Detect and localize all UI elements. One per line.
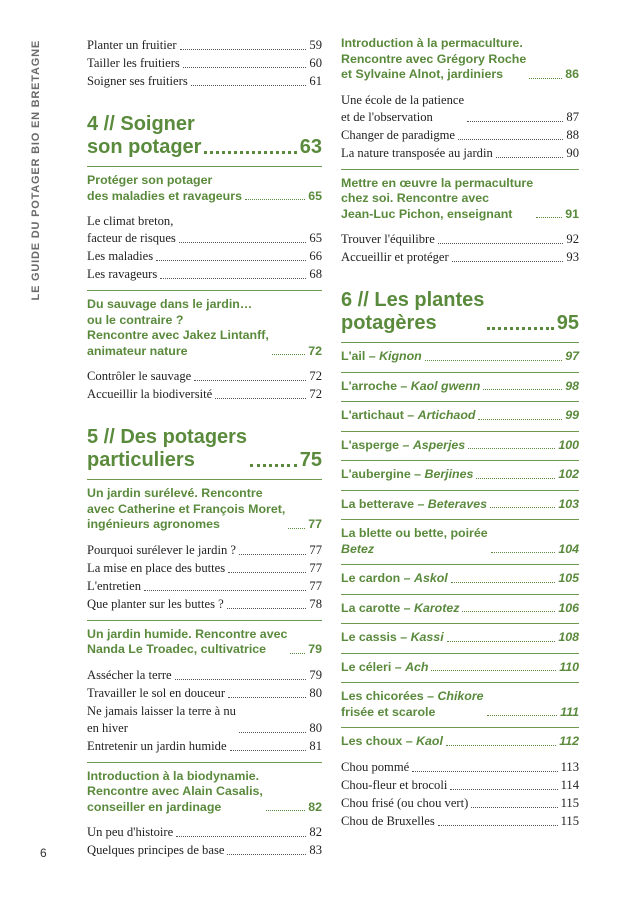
plant-entry[interactable]: La carotte – Karotez 106 [341,600,579,615]
section-divider [341,653,579,654]
section-divider [87,166,322,167]
toc-entry[interactable]: Planter un fruitier 59 [87,38,322,52]
toc-entry[interactable]: Quelques principes de base 83 [87,843,322,857]
plant-entry[interactable]: La betterave – Beteraves 103 [341,496,579,511]
toc-entry[interactable]: Les maladies 66 [87,249,322,263]
section-divider [341,169,579,170]
toc-entry[interactable]: Ne jamais laisser la terre à nu en hiver 80 [87,703,322,735]
book-title: LE GUIDE DU POTAGER BIO EN BRETAGNE [30,40,42,301]
section-heading[interactable]: Introduction à la biodynamie. Rencontre avec Alain Casalis, conseiller en jardinage 82 [87,768,322,814]
section-divider [341,460,579,461]
plant-entry[interactable]: L'arroche – Kaol gwenn 98 [341,378,579,393]
chapter-heading-5[interactable]: 5 // Des potagers particuliers 75 [87,426,322,471]
plant-entry[interactable]: Les choux – Kaol 112 [341,734,579,748]
section-heading[interactable]: Un jardin surélevé. Rencontre avec Catherine et François Moret, ingénieurs agronomes 77 [87,486,322,531]
plant-entry[interactable]: Le cardon – Askol 105 [341,571,579,585]
plant-entry[interactable]: L'asperge – Asperjes 100 [341,437,579,452]
sidebar [25,40,47,360]
toc-entry[interactable]: Pourquoi surélever le jardin ? 77 [87,542,322,557]
section-divider [341,727,579,728]
section-divider [87,479,322,480]
plant-entry[interactable]: Les chicorées – Chikore frisée et scarole 111 [341,689,579,719]
toc-left-column [87,36,322,860]
toc-entry[interactable]: Chou frisé (ou chou vert) 115 [341,795,579,810]
section-heading[interactable]: Un jardin humide. Rencontre avec Nanda Le Troadec, cultivatrice 79 [87,626,322,656]
section-divider [341,431,579,432]
plant-entry[interactable]: L'aubergine – Berjines 102 [341,467,579,481]
page-number: 6 [40,846,47,860]
toc-entry[interactable]: Le climat breton, facteur de risques 65 [87,214,322,245]
section-divider [341,490,579,491]
toc-entry[interactable]: Chou pommé 113 [341,759,579,774]
plant-entry[interactable]: L'artichaut – Artichaod 99 [341,408,579,422]
toc-entry[interactable]: Chou de Bruxelles 115 [341,813,579,828]
toc-entry[interactable]: Contrôler le sauvage 72 [87,369,322,383]
section-heading[interactable]: Protéger son potager des maladies et ravageurs 65 [87,173,322,203]
toc-entry[interactable]: Entretenir un jardin humide 81 [87,738,322,753]
section-divider [87,762,322,763]
section-divider [341,519,579,520]
plant-entry[interactable]: La blette ou bette, poirée Betez 104 [341,526,579,556]
section-divider [341,623,579,624]
section-divider [341,342,579,343]
toc-entry[interactable]: Accueillir la biodiversité 72 [87,387,322,401]
chapter-heading-4[interactable]: 4 // Soigner son potager 63 [87,113,322,158]
toc-entry[interactable]: Trouver l'équilibre 92 [341,232,579,246]
plant-entry[interactable]: Le céleri – Ach 110 [341,659,579,674]
plant-entry[interactable]: Le cassis – Kassi 108 [341,630,579,644]
toc-entry[interactable]: La mise en place des buttes 77 [87,560,322,575]
plant-entry[interactable]: L'ail – Kignon 97 [341,349,579,363]
section-divider [341,682,579,683]
toc-entry[interactable]: Chou-fleur et brocoli 114 [341,777,579,792]
toc-entry[interactable]: L'entretien 77 [87,578,322,593]
toc-entry[interactable]: Soigner ses fruitiers 61 [87,74,322,88]
toc-entry[interactable]: La nature transposée au jardin 90 [341,145,579,160]
toc-entry[interactable]: Assécher la terre 79 [87,667,322,682]
toc-entry[interactable]: Accueillir et protéger 93 [341,250,579,264]
section-divider [341,594,579,595]
section-divider [341,401,579,402]
section-divider [87,620,322,621]
chapter-heading-6[interactable]: 6 // Les plantes potagères 95 [341,289,579,334]
section-divider [341,372,579,373]
section-heading[interactable]: Introduction à la permaculture. Rencontre avec Grégory Roche et Sylvaine Alnot, jardiniers 86 [341,36,579,81]
section-heading[interactable]: Du sauvage dans le jardin… ou le contraire ? Rencontre avec Jakez Lintanff, animateur nature 72 [87,297,322,358]
toc-entry[interactable]: Une école de la patience et de l'observation 87 [341,92,579,124]
toc-entry[interactable]: Un peu d'histoire 82 [87,825,322,839]
toc-entry[interactable]: Changer de paradigme 88 [341,127,579,142]
section-heading[interactable]: Mettre en œuvre la permaculture chez soi. Rencontre avec Jean-Luc Pichon, enseignant 91 [341,175,579,221]
toc-entry[interactable]: Que planter sur les buttes ? 78 [87,596,322,611]
toc-entry[interactable]: Tailler les fruitiers 60 [87,56,322,70]
section-divider [341,564,579,565]
toc-right-column [341,36,579,831]
section-divider [87,290,322,291]
toc-entry[interactable]: Travailler le sol en douceur 80 [87,685,322,700]
toc-entry[interactable]: Les ravageurs 68 [87,267,322,281]
